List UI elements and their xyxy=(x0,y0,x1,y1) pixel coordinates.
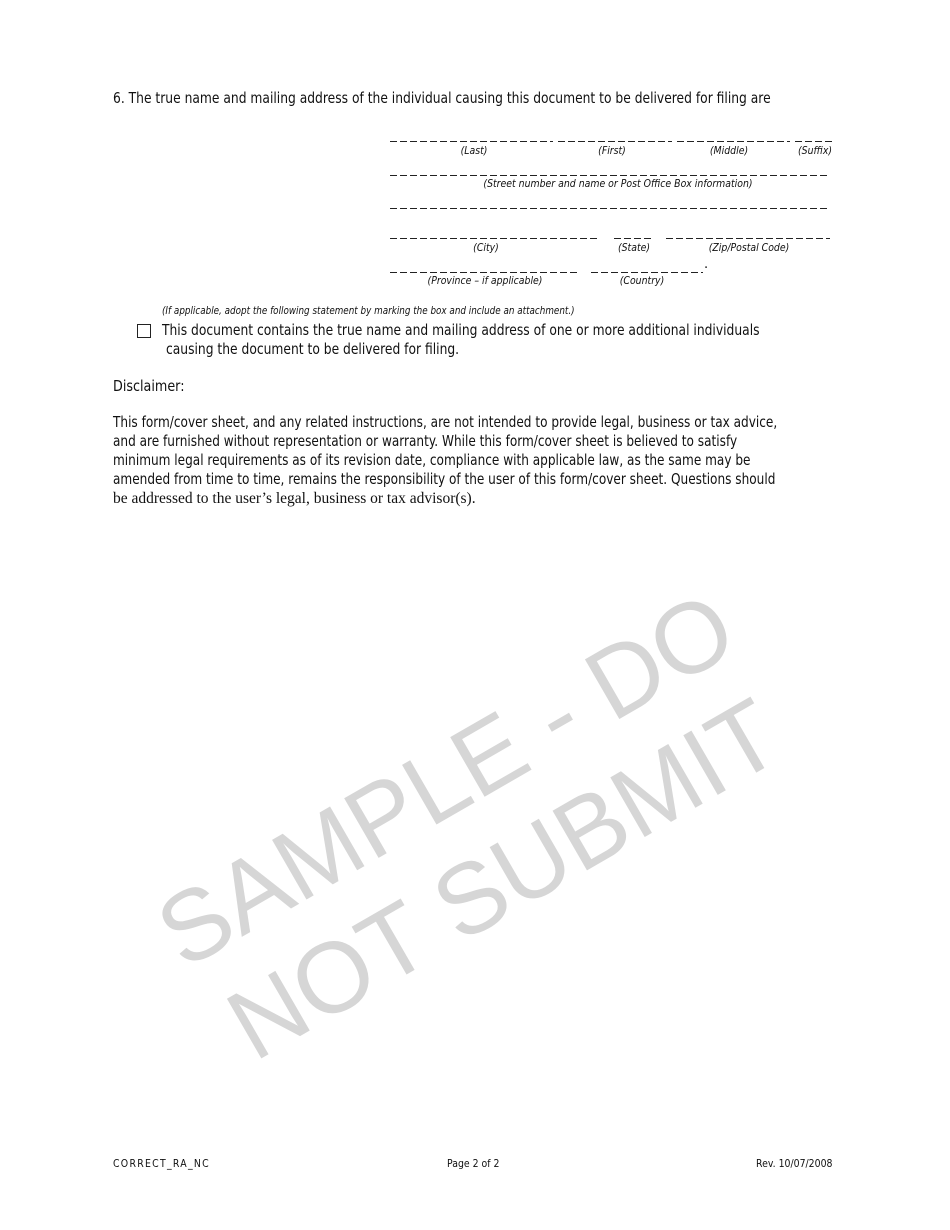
item-6-text: 6. The true name and mailing address of the individual causing this document to be delivered for filing are xyxy=(113,89,771,107)
period: . xyxy=(704,257,709,272)
attachment-note: (If applicable, adopt the following statement by marking the box and include an attachment.) xyxy=(162,304,575,317)
zip-label: (Zip/Postal Code) xyxy=(708,241,790,254)
attachment-line-1: This document contains the true name and mailing address of one or more additional individuals xyxy=(162,321,760,339)
disclaimer-line: minimum legal requirements as of its revision date, compliance with applicable law, as the same may be xyxy=(113,451,751,469)
zip-field[interactable] xyxy=(666,238,830,239)
disclaimer-line: and are furnished without representation or warranty. While this form/cover sheet is believed to satisfy xyxy=(113,432,738,450)
disclaimer-line: amended from time to time, remains the responsibility of the user of this form/cover sheet. Questions should xyxy=(113,470,776,488)
footer-page-number: Page 2 of 2 xyxy=(447,1157,500,1170)
suffix-label: (Suffix) xyxy=(797,144,833,157)
additional-individuals-checkbox[interactable] xyxy=(137,324,151,338)
street-field-2[interactable] xyxy=(390,208,830,209)
last-label: (Last) xyxy=(460,144,488,157)
street-label: (Street number and name or Post Office Box information) xyxy=(483,177,753,190)
last-name-field[interactable] xyxy=(390,141,553,142)
attachment-line-2: causing the document to be delivered for filing. xyxy=(166,340,460,358)
country-label: (Country) xyxy=(619,274,665,287)
province-label: (Province – if applicable) xyxy=(427,274,543,287)
disclaimer-line: This form/cover sheet, and any related instructions, are not intended to provide legal, business or tax advice, xyxy=(113,413,778,431)
disclaimer-heading: Disclaimer: xyxy=(113,377,185,395)
first-label: (First) xyxy=(598,144,626,157)
suffix-field[interactable] xyxy=(795,141,833,142)
disclaimer-line: be addressed to the user’s legal, business or tax advisor(s). xyxy=(113,490,476,507)
middle-label: (Middle) xyxy=(709,144,749,157)
state-field[interactable] xyxy=(614,238,651,239)
first-name-field[interactable] xyxy=(558,141,672,142)
sample-watermark: SAMPLE - DO NOT SUBMIT xyxy=(138,570,798,1082)
footer-revision: Rev. 10/07/2008 xyxy=(756,1157,833,1170)
street-field[interactable] xyxy=(390,175,830,176)
middle-name-field[interactable] xyxy=(677,141,790,142)
city-field[interactable] xyxy=(390,238,600,239)
country-field[interactable] xyxy=(591,272,703,273)
city-label: (City) xyxy=(473,241,499,254)
state-label: (State) xyxy=(617,241,651,254)
footer-form-id: CORRECT_RA_NC xyxy=(113,1157,210,1170)
province-field[interactable] xyxy=(390,272,577,273)
